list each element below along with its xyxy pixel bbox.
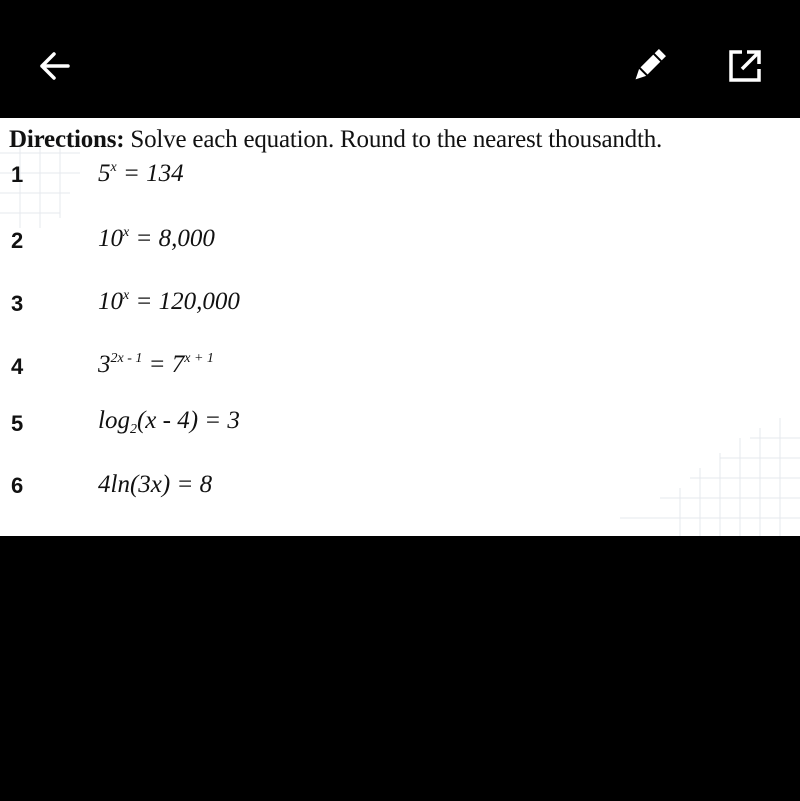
worksheet-document [0,118,800,536]
eq-log: log [98,407,130,434]
eq-base: 10 [98,225,123,252]
eq-base: 3 [98,351,111,378]
problem-number: 5 [11,411,24,436]
eq-exponent: x [123,225,130,240]
back-button[interactable] [30,44,78,88]
problem-number: 1 [11,162,24,187]
eq-exponent: x [110,160,117,175]
edit-button[interactable] [624,42,674,90]
problem-number: 3 [11,291,24,316]
eq-rest: (x - 4) = 3 [136,407,240,434]
eq-log-base: 2 [129,422,137,437]
directions-text [9,126,662,154]
problem-number: 2 [11,228,24,253]
eq-exponent: x [123,288,130,303]
eq-rest: = 120,000 [129,288,240,315]
problem-number: 4 [11,354,24,379]
eq-base: 5 [98,160,111,187]
equation-3 [98,288,240,316]
directions-body: Solve each equation. Round to the nearest thousandth. [124,126,663,153]
equation-2 [98,225,215,253]
eq-base: 10 [98,288,123,315]
equation-1 [98,160,184,188]
open-external-icon [725,46,765,86]
eq-rest: 4ln(3x) = 8 [98,471,213,498]
top-toolbar [0,0,800,118]
problem-number: 6 [11,473,24,498]
arrow-left-icon [34,46,74,86]
equation-4 [98,351,214,379]
eq-middle: = 7 [142,351,185,378]
eq-exponent: 2x - 1 [110,351,143,366]
equation-6 [98,471,212,499]
eq-exponent-2: x + 1 [184,351,214,366]
directions-label: Directions: [9,126,125,153]
pen-icon [628,45,670,87]
eq-rest: = 134 [116,160,184,187]
eq-rest: = 8,000 [129,225,215,252]
equation-5 [98,407,240,438]
open-external-button[interactable] [718,42,772,90]
